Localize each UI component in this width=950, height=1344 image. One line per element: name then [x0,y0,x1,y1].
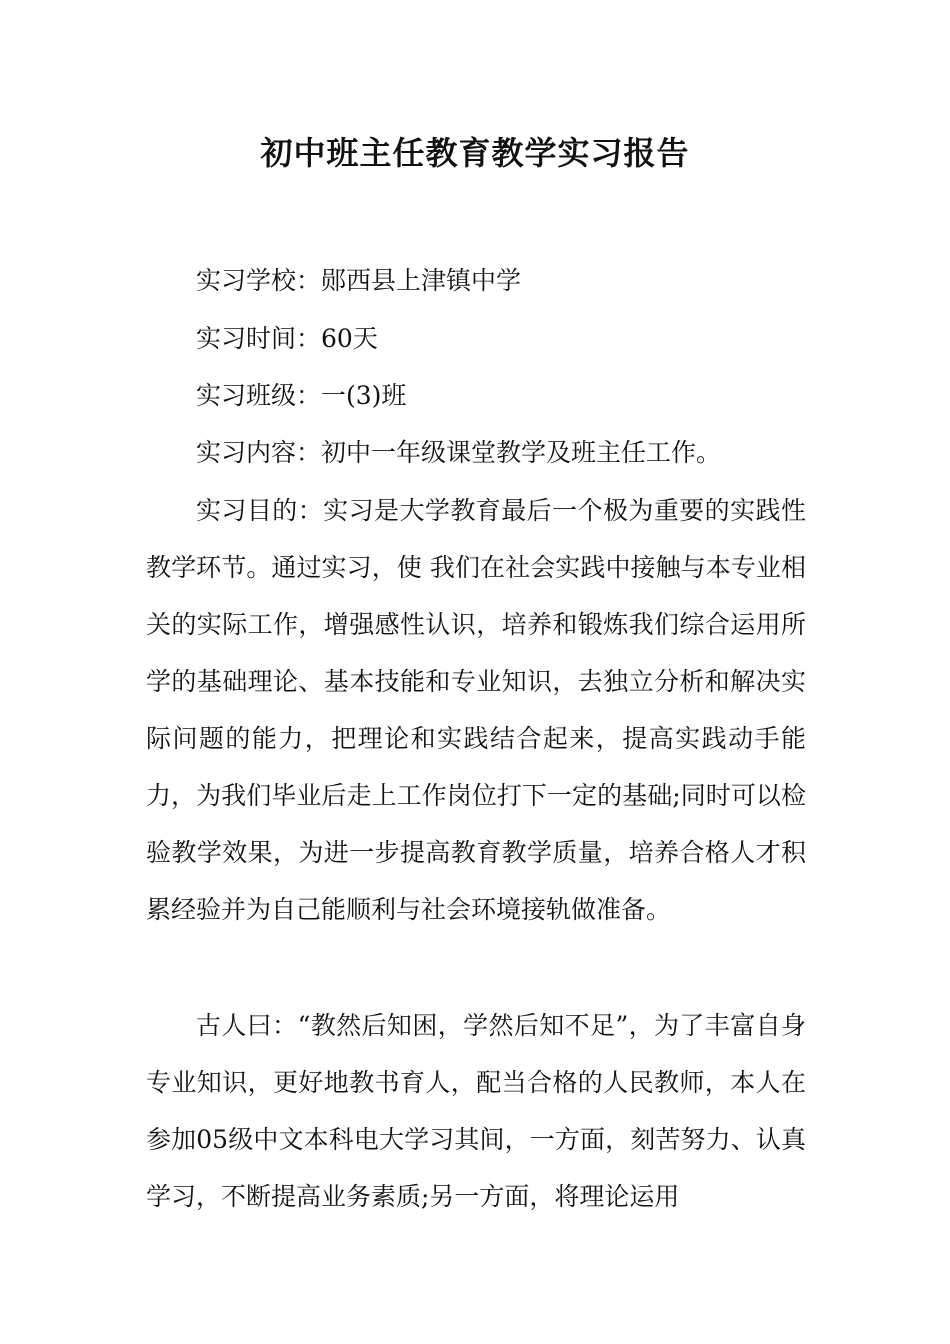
paragraph-purpose: 实习目的：实习是大学教育最后一个极为重要的实践性教学环节。通过实习，使 我们在社会实践中接触与本专业相关的实际工作，增强感性认识，培养和锻炼我们综合运用所学的基础理论、基本技能和专业知识，去独立分析和解决实际问题的能力，把理论和实践结合起来，提高实践动手能力，为我们毕业后走上工作岗位打下一定的基础;同时可以检验教学效果，为进一步提高教育教学质量，培养合格人才积累经验并为自己能顺利与社会环境接轨做准备。 [146,496,806,924]
meta-duration [196,322,378,356]
meta-value: 初中一年级课堂教学及班主任工作。 [321,438,722,467]
meta-label: 实习班级： [196,381,322,410]
meta-content [196,436,721,470]
meta-label: 实习时间： [196,324,322,353]
document-title: 初中班主任教育教学实习报告 [260,134,690,172]
meta-value: 60天 [321,324,378,353]
meta-label: 实习内容： [196,438,322,467]
meta-school [196,264,521,298]
meta-value: 一(3)班 [321,381,407,410]
meta-label: 实习学校： [196,266,322,295]
meta-class [196,379,406,413]
paragraph-ancient-saying: 古人曰：“教然后知困，学然后知不足”，为了丰富自身专业知识，更好地教书育人，配当合格的人民教师，本人在参加05级中文本科电大学习其间，一方面，刻苦努力、认真学习，不断提高业务素质;另一方面，将理论运用 [146,1011,806,1211]
meta-value: 郧西县上津镇中学 [321,266,522,295]
